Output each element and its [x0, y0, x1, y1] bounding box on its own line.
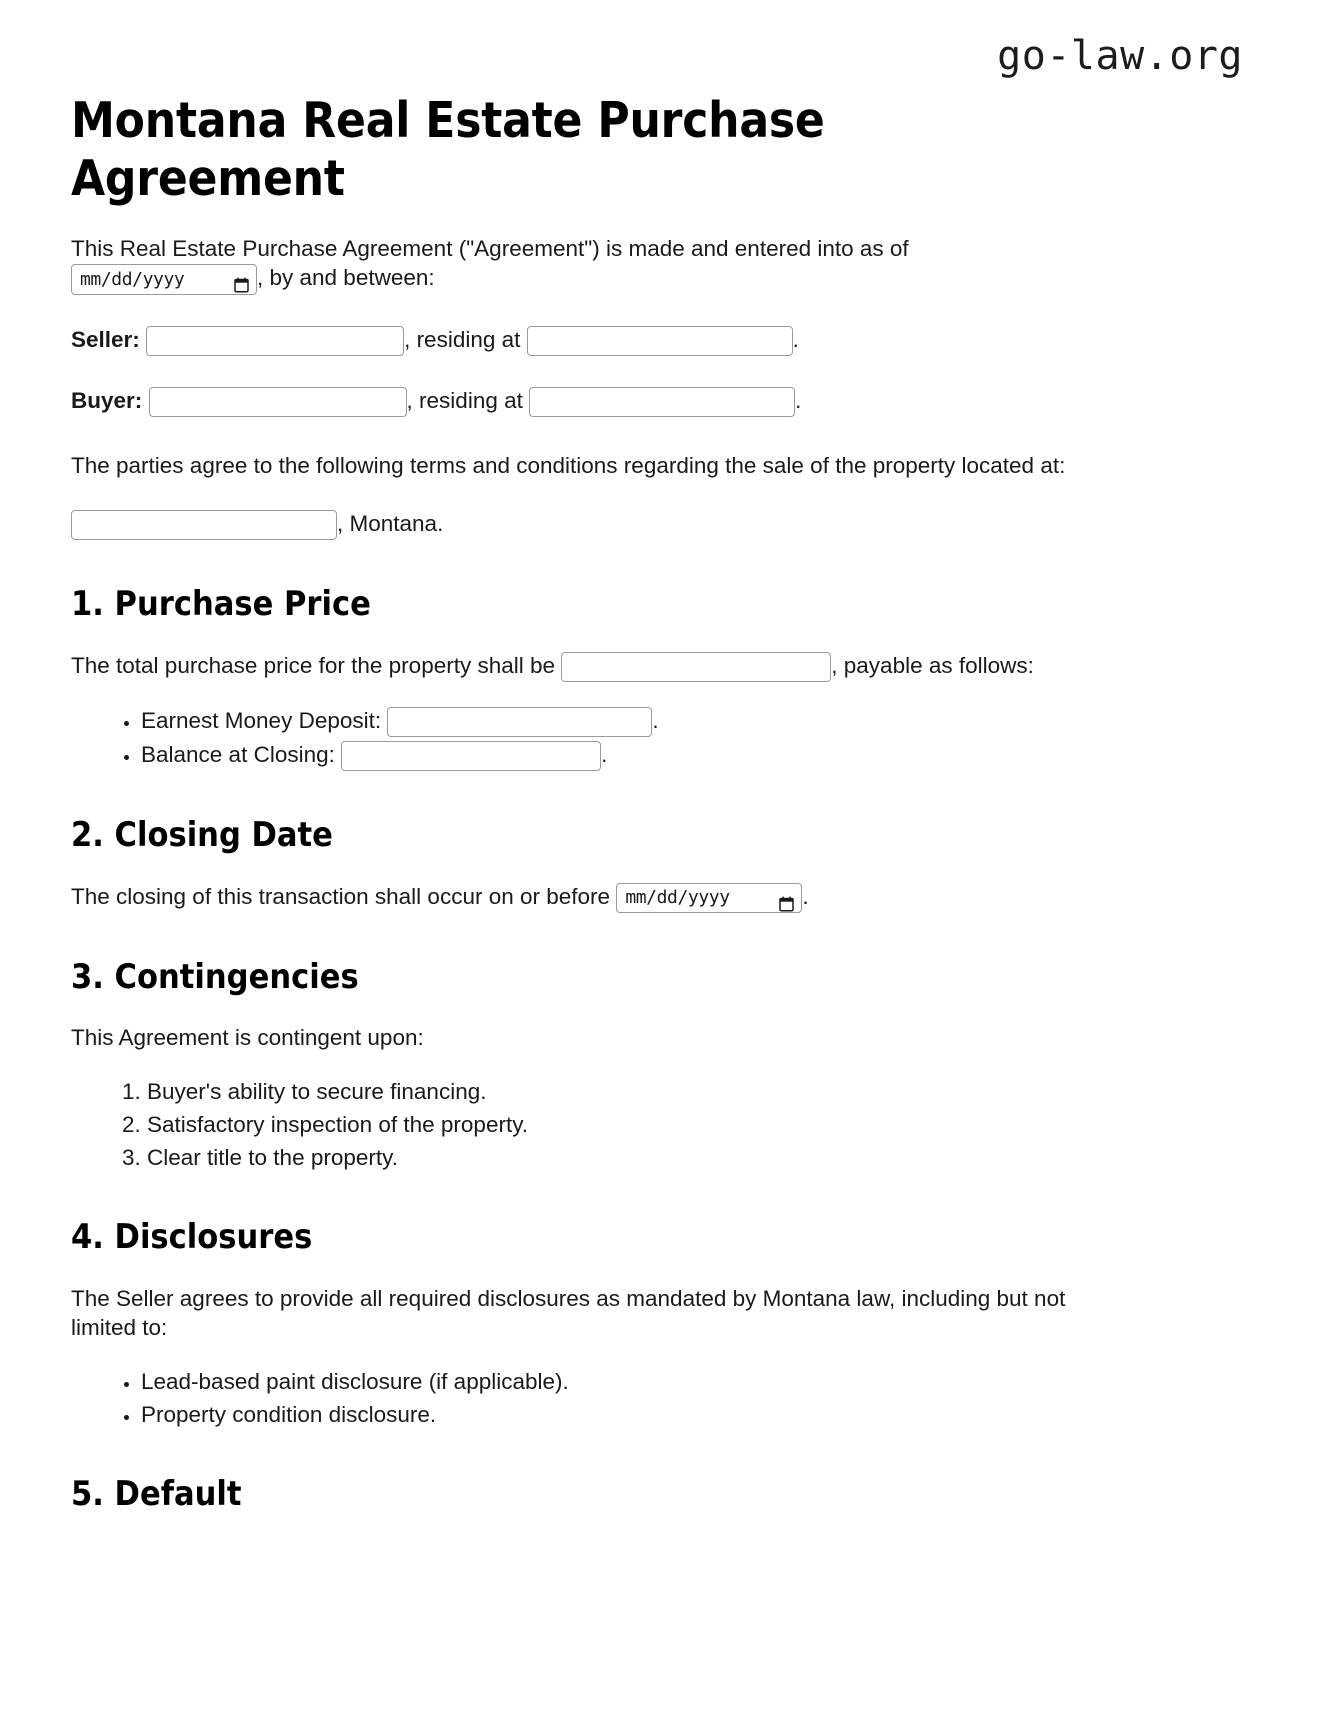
section-heading-purchase-price: 1. Purchase Price [71, 583, 371, 624]
seller-row [71, 325, 1239, 356]
earnest-money-period: . [652, 707, 659, 733]
calendar-icon [234, 271, 249, 287]
intro-lead-text: This Real Estate Purchase Agreement ("Agreement") is made and entered into as of [71, 235, 909, 261]
purchase-price-paragraph [71, 651, 1101, 682]
buyer-name-input[interactable] [149, 387, 407, 417]
list-item: 3. Clear title to the property. [147, 1143, 1239, 1173]
agreement-date-input[interactable] [71, 264, 257, 295]
list-item: 2. Satisfactory inspection of the property. [147, 1110, 1239, 1140]
contingencies-list [71, 1077, 1239, 1173]
closing-date-text-after: . [802, 883, 809, 909]
contingencies-intro: This Agreement is contingent upon: [71, 1025, 424, 1051]
property-address-input[interactable] [71, 510, 337, 540]
page-title: Montana Real Estate Purchase Agreement [71, 92, 825, 207]
site-watermark: go-law.org [997, 33, 1243, 79]
buyer-row [71, 386, 1239, 417]
purchase-price-text-after: , payable as follows: [831, 652, 1034, 678]
list-item [141, 706, 1239, 737]
agreement-date-placeholder: mm/dd/yyyy [80, 268, 185, 290]
purchase-price-text-before: The total purchase price for the property shall be [71, 652, 556, 678]
balance-closing-period: . [601, 741, 608, 767]
buyer-label: Buyer: [71, 387, 143, 413]
closing-date-text-before: The closing of this transaction shall occur on or before [71, 883, 611, 909]
section-heading-closing-date: 2. Closing Date [71, 814, 333, 855]
purchase-price-input[interactable] [561, 652, 831, 682]
balance-closing-label: Balance at Closing: [141, 741, 335, 767]
closing-date-placeholder: mm/dd/yyyy [625, 886, 730, 908]
seller-address-input[interactable] [527, 326, 793, 356]
property-state-suffix: , Montana. [337, 510, 444, 536]
balance-closing-input[interactable] [341, 741, 601, 771]
payment-breakdown-list [71, 706, 1239, 771]
seller-period: . [792, 326, 799, 352]
buyer-address-input[interactable] [529, 387, 795, 417]
section-heading-default: 5. Default [71, 1473, 242, 1514]
disclosures-list [71, 1367, 1239, 1430]
list-item: 1. Buyer's ability to secure financing. [147, 1077, 1239, 1107]
seller-residing-text: , residing at [404, 326, 521, 352]
seller-name-input[interactable] [146, 326, 404, 356]
buyer-residing-text: , residing at [406, 387, 523, 413]
list-item: • Property condition disclosure. [141, 1400, 1239, 1430]
disclosures-intro: The Seller agrees to provide all required disclosures as mandated by Montana law, including but not limited to: [71, 1285, 1066, 1341]
property-paragraph: The parties agree to the following terms and conditions regarding the sale of the property located at: [71, 453, 1066, 478]
property-address-row [71, 509, 1239, 540]
section-heading-disclosures: 4. Disclosures [71, 1216, 313, 1257]
intro-after-date-text: , by and between: [257, 265, 435, 291]
buyer-period: . [795, 387, 802, 413]
earnest-money-input[interactable] [387, 707, 652, 737]
list-item [141, 740, 1239, 771]
intro-paragraph [71, 234, 1239, 295]
seller-label: Seller: [71, 326, 140, 352]
section-heading-contingencies: 3. Contingencies [71, 956, 359, 997]
calendar-icon [779, 890, 794, 906]
closing-date-paragraph [71, 882, 1239, 913]
earnest-money-label: Earnest Money Deposit: [141, 707, 382, 733]
list-item: • Lead-based paint disclosure (if applicable). [141, 1367, 1239, 1397]
closing-date-input[interactable] [616, 883, 802, 913]
